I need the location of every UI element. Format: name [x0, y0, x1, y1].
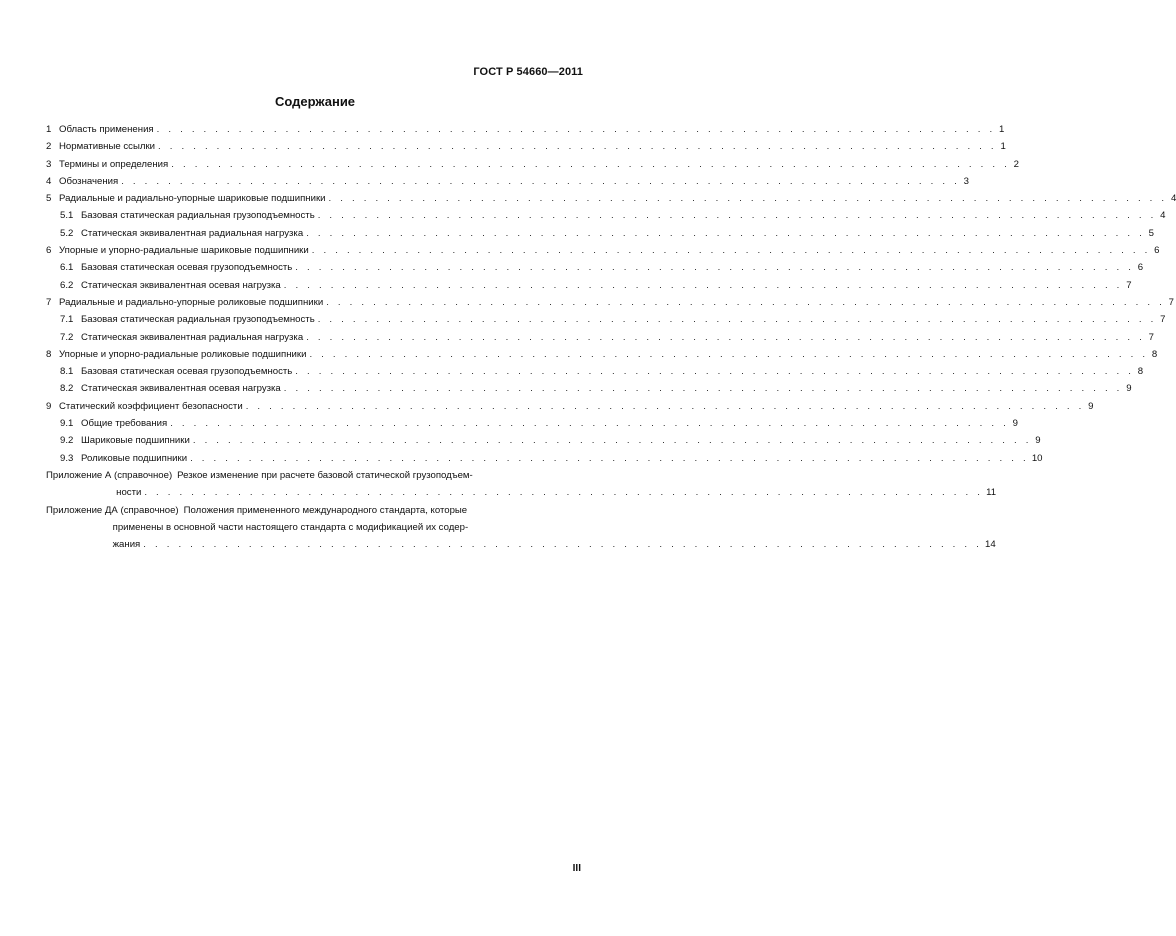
toc-entry-title: Статический коэффициент безопасности: [59, 400, 243, 412]
toc-entry-number: 8: [46, 348, 52, 360]
toc-entry-title: Радиальные и радиально-упорные шариковые подшипники: [59, 193, 326, 205]
toc-entry[interactable]: 8 Упорные и упорно-радиальные роликовые подшипники . . . . . . . . . . . . . . . . . . . . . . . . . . . . . . . . . . . . . . . . . . . . . . . . . . . . . . . . . . . . . . . . . . . . . . . . 8: [46, 346, 583, 363]
toc-entry-page: 1: [1000, 141, 1006, 153]
toc-entry-number: 6: [46, 245, 52, 257]
toc-entry[interactable]: 3 Термины и определения . . . . . . . . . . . . . . . . . . . . . . . . . . . . . . . . . . . . . . . . . . . . . . . . . . . . . . . . . . . . . . . . . . . . . . . . 2: [46, 156, 583, 173]
toc-entry-title: Статическая эквивалентная радиальная нагрузка: [81, 227, 304, 239]
toc-entry-page: 5: [1148, 227, 1154, 239]
toc-entry-title: Статическая эквивалентная осевая нагрузка: [81, 279, 281, 291]
toc-entry-title: Базовая статическая радиальная грузоподъемность: [81, 210, 315, 222]
toc-entry[interactable]: 6.1 Базовая статическая осевая грузоподъемность . . . . . . . . . . . . . . . . . . . . . . . . . . . . . . . . . . . . . . . . . . . . . . . . . . . . . . . . . . . . . . . . . . . . . . . . 6: [46, 259, 583, 276]
document-code: ГОСТ Р 54660—2011: [473, 66, 583, 78]
toc-entry[interactable]: 7 Радиальные и радиально-упорные роликовые подшипники . . . . . . . . . . . . . . . . . . . . . . . . . . . . . . . . . . . . . . . . . . . . . . . . . . . . . . . . . . . . . . . . . . . . . . . . 7: [46, 294, 583, 311]
toc-entry[interactable]: 9 Статический коэффициент безопасности . . . . . . . . . . . . . . . . . . . . . . . . . . . . . . . . . . . . . . . . . . . . . . . . . . . . . . . . . . . . . . . . . . . . . . . . 9: [46, 398, 583, 415]
toc-entry[interactable]: 6 Упорные и упорно-радиальные шариковые подшипники . . . . . . . . . . . . . . . . . . . . . . . . . . . . . . . . . . . . . . . . . . . . . . . . . . . . . . . . . . . . . . . . . . . . . . . . 6: [46, 242, 583, 259]
appendix-a-title-line: ности: [116, 487, 142, 499]
toc-entry-page: 9: [1035, 435, 1041, 447]
toc-entry[interactable]: 9.1 Общие требования . . . . . . . . . . . . . . . . . . . . . . . . . . . . . . . . . . . . . . . . . . . . . . . . . . . . . . . . . . . . . . . . . . . . . . . . 9: [46, 415, 583, 432]
toc-entry-number: 9: [46, 400, 52, 412]
toc-entry-page: 4: [1170, 193, 1176, 205]
toc-entry[interactable]: 8.1 Базовая статическая осевая грузоподъемность . . . . . . . . . . . . . . . . . . . . . . . . . . . . . . . . . . . . . . . . . . . . . . . . . . . . . . . . . . . . . . . . . . . . . . . . 8: [46, 363, 583, 380]
toc-entry-number: 9.3: [60, 452, 74, 464]
toc-entry[interactable]: 9.2 Шариковые подшипники . . . . . . . . . . . . . . . . . . . . . . . . . . . . . . . . . . . . . . . . . . . . . . . . . . . . . . . . . . . . . . . . . . . . . . . . 9: [46, 432, 583, 449]
toc-entry-page: 7: [1160, 314, 1166, 326]
appendix-da-title-line: Положения примененного международного стандарта, которые: [183, 504, 468, 516]
toc-entry[interactable]: 7.1 Базовая статическая радиальная грузоподъемность . . . . . . . . . . . . . . . . . . . . . . . . . . . . . . . . . . . . . . . . . . . . . . . . . . . . . . . . . . . . . . . . . . . . . . . . 7: [46, 311, 583, 328]
toc-entry-number: 9.2: [60, 435, 74, 447]
toc-appendix-a[interactable]: Приложение А (справочное) Резкое изменение при расчете базовой статической грузоподъем- ности . . . . . . . . . . . . . . . . . . . . . . . . . . . . . . . . . . . . . . . . . . . . . . . . . . . . . . . . . . . . . . . . . . . . . . . . 11: [46, 467, 583, 502]
toc-entry-page: 9: [1012, 418, 1018, 430]
toc-entry-number: 5.2: [60, 227, 74, 239]
toc-entry-page: 7: [1126, 279, 1132, 291]
toc-entry-page: 1: [999, 124, 1005, 135]
toc-entry-page: 6: [1154, 245, 1160, 257]
appendix-da-page: 14: [985, 539, 996, 551]
toc-entry-page: 3: [963, 175, 969, 187]
toc-entry[interactable]: 8.2 Статическая эквивалентная осевая нагрузка . . . . . . . . . . . . . . . . . . . . . . . . . . . . . . . . . . . . . . . . . . . . . . . . . . . . . . . . . . . . . . . . . . . . . . . . 9: [46, 380, 583, 397]
toc-entry-number: 2: [46, 141, 52, 153]
toc-entry-number: 3: [46, 158, 52, 170]
toc-entry-number: 5.1: [60, 210, 74, 222]
toc-entry-title: Общие требования: [81, 418, 168, 430]
toc-entry[interactable]: 7.2 Статическая эквивалентная радиальная нагрузка . . . . . . . . . . . . . . . . . . . . . . . . . . . . . . . . . . . . . . . . . . . . . . . . . . . . . . . . . . . . . . . . . . . . . . . . 7: [46, 329, 583, 346]
toc-entry-page: 6: [1137, 262, 1144, 274]
table-of-contents: [46, 121, 1176, 553]
toc-entry[interactable]: 5 Радиальные и радиально-упорные шариковые подшипники . . . . . . . . . . . . . . . . . . . . . . . . . . . . . . . . . . . . . . . . . . . . . . . . . . . . . . . . . . . . . . . . . . . . . . . . 4: [46, 190, 583, 207]
toc-entry-number: 6.2: [60, 279, 74, 291]
toc-appendix-da[interactable]: Приложение ДА (справочное) Положения примененного международного стандарта, которые применены в основной части настоящего стандарта с модификацией их содер- жания . . . . . . . . . . . . . . . . . . . . . . . . . . . . . . . . . . . . . . . . . . . . . . . . . . . . . . . . . . . . . . . . . . . . . . . . 14: [46, 502, 583, 554]
toc-entry-title: Статическая эквивалентная осевая нагрузка: [81, 383, 281, 395]
appendix-a-lead: Приложение А (справочное): [46, 469, 173, 481]
appendix-a-title-line: Резкое изменение при расчете базовой статической грузоподъем-: [177, 469, 473, 481]
toc-entry-title: Базовая статическая осевая грузоподъемность: [81, 366, 293, 378]
toc-entry-number: 7: [46, 296, 52, 308]
toc-entry-page: 10: [1031, 452, 1043, 464]
toc-entry-number: 4: [46, 175, 52, 187]
toc-entry-title: Роликовые подшипники: [81, 452, 188, 464]
toc-entry-page: 7: [1148, 331, 1154, 343]
toc-entry[interactable]: 4 Обозначения . . . . . . . . . . . . . . . . . . . . . . . . . . . . . . . . . . . . . . . . . . . . . . . . . . . . . . . . . . . . . . . . . . . . . . . . 3: [46, 173, 583, 190]
toc-entry-number: 9.1: [60, 418, 74, 430]
toc-entry-title: Базовая статическая осевая грузоподъемность: [81, 262, 293, 274]
toc-entry-page: 9: [1088, 400, 1094, 412]
toc-entry[interactable]: 2 Нормативные ссылки . . . . . . . . . . . . . . . . . . . . . . . . . . . . . . . . . . . . . . . . . . . . . . . . . . . . . . . . . . . . . . . . . . . . . . . . 1: [46, 138, 583, 155]
toc-entry-title: Шариковые подшипники: [81, 435, 190, 447]
toc-entry-number: 8.2: [60, 383, 74, 395]
toc-entry-title: Базовая статическая радиальная грузоподъемность: [81, 314, 315, 326]
toc-entry-title: Термины и определения: [59, 158, 169, 170]
toc-title: Содержание: [274, 94, 356, 109]
toc-entry-title: Радиальные и радиально-упорные роликовые подшипники: [59, 296, 324, 308]
toc-entry[interactable]: 9.3 Роликовые подшипники . . . . . . . . . . . . . . . . . . . . . . . . . . . . . . . . . . . . . . . . . . . . . . . . . . . . . . . . . . . . . . . . . . . . . . . . 10: [46, 450, 583, 467]
toc-entry-title: Статическая эквивалентная радиальная нагрузка: [81, 331, 304, 343]
toc-entry[interactable]: 6.2 Статическая эквивалентная осевая нагрузка . . . . . . . . . . . . . . . . . . . . . . . . . . . . . . . . . . . . . . . . . . . . . . . . . . . . . . . . . . . . . . . . . . . . . . . . 7: [46, 277, 583, 294]
toc-entry[interactable]: 5.2 Статическая эквивалентная радиальная нагрузка . . . . . . . . . . . . . . . . . . . . . . . . . . . . . . . . . . . . . . . . . . . . . . . . . . . . . . . . . . . . . . . . . . . . . . . . 5: [46, 225, 583, 242]
toc-entry-title: Обозначения: [59, 175, 119, 187]
toc-entry-page: 9: [1126, 383, 1132, 395]
toc-entry-page: 4: [1160, 210, 1166, 222]
toc-entry-title: Нормативные ссылки: [59, 141, 156, 153]
page-number: III: [572, 863, 581, 874]
appendix-a-page: 11: [986, 487, 997, 499]
appendix-da-lead: Приложение ДА (справочное): [46, 504, 179, 516]
toc-entry-title: Упорные и упорно-радиальные шариковые подшипники: [59, 245, 309, 257]
appendix-da-title-line: применены в основной части настоящего стандарта с модификацией их содер-: [112, 521, 469, 533]
toc-entry-page: 8: [1151, 348, 1158, 360]
toc-entry-number: 8.1: [60, 366, 74, 378]
toc-entry-page: 7: [1168, 296, 1174, 308]
toc-entry-title: Упорные и упорно-радиальные роликовые подшипники: [59, 348, 307, 360]
toc-entry-number: 6.1: [60, 262, 74, 274]
toc-entry-number: 5: [46, 193, 52, 205]
toc-entry-number: 1: [46, 124, 52, 135]
appendix-da-title-line: жания: [112, 539, 141, 551]
toc-entry-number: 7.1: [60, 314, 74, 326]
toc-entry[interactable]: 1 Область применения . . . . . . . . . . . . . . . . . . . . . . . . . . . . . . . . . . . . . . . . . . . . . . . . . . . . . . . . . . . . . . . . . . . . . . . . 1: [46, 121, 583, 138]
toc-entry-page: 8: [1137, 366, 1144, 378]
toc-entry-title: Область применения: [59, 124, 154, 135]
toc-entry-page: 2: [1013, 158, 1019, 170]
toc-entry-number: 7.2: [60, 331, 74, 343]
toc-entry[interactable]: 5.1 Базовая статическая радиальная грузоподъемность . . . . . . . . . . . . . . . . . . . . . . . . . . . . . . . . . . . . . . . . . . . . . . . . . . . . . . . . . . . . . . . . . . . . . . . . 4: [46, 207, 583, 224]
